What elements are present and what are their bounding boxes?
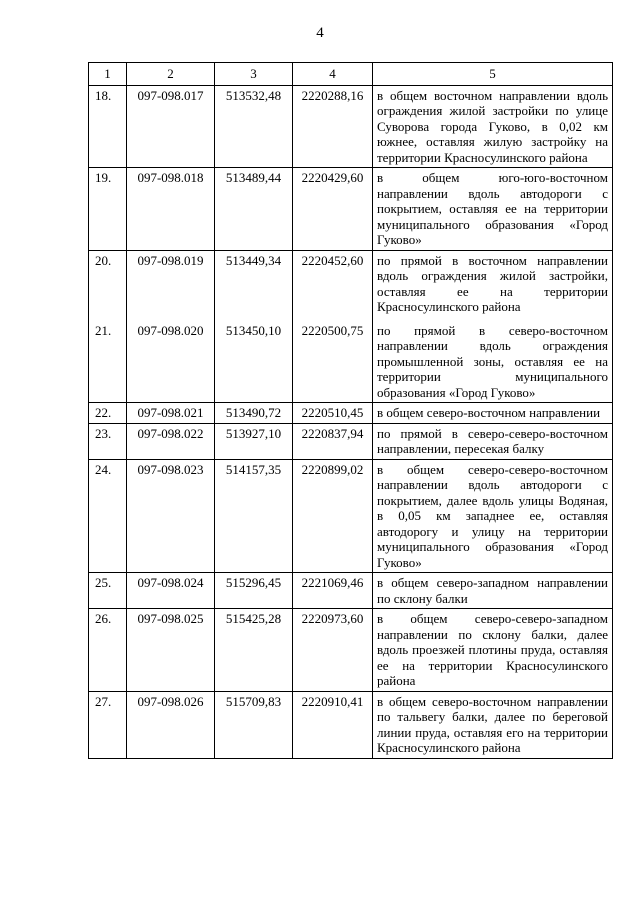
coordinate-x: 513490,72: [215, 403, 293, 424]
coordinate-x: 513532,48: [215, 85, 293, 168]
row-number: 25.: [89, 573, 127, 609]
boundary-description: в общем юго-юго-восточном направлении вдоль автодороги с покрытием, оставляя ее на территории муниципального образования «Город Гуково»: [373, 168, 613, 251]
coordinate-y: 2220452,60: [293, 250, 373, 317]
row-number: 24.: [89, 459, 127, 573]
row-number: 21.: [89, 317, 127, 403]
coordinate-y: 2220429,60: [293, 168, 373, 251]
point-code: 097-098.025: [127, 609, 215, 692]
coordinate-y: 2220899,02: [293, 459, 373, 573]
point-code: 097-098.020: [127, 317, 215, 403]
coordinate-x: 513450,10: [215, 317, 293, 403]
boundary-description: в общем северо-северо-западном направлении по склону балки, далее вдоль проезжей плотины пруда, оставляя ее на территории Красносулинского района: [373, 609, 613, 692]
table-row: [89, 609, 613, 692]
coordinate-y: 2220973,60: [293, 609, 373, 692]
table-row: [89, 459, 613, 573]
boundary-description: в общем северо-северо-восточном направлении вдоль автодороги с покрытием, далее вдоль улицы Водяная, в 0,05 км западнее ее, оставляя автодорогу и улицу на территории муниципального образования «Город Гуково»: [373, 459, 613, 573]
table-row: [89, 403, 613, 424]
coordinate-x: 515296,45: [215, 573, 293, 609]
page-number: 4: [316, 25, 324, 41]
row-number: 26.: [89, 609, 127, 692]
coordinate-y: 2220837,94: [293, 423, 373, 459]
coordinate-y: 2220288,16: [293, 85, 373, 168]
point-code: 097-098.018: [127, 168, 215, 251]
row-number: 27.: [89, 691, 127, 758]
coordinate-x: 515709,83: [215, 691, 293, 758]
table-row: [89, 691, 613, 758]
row-number: 22.: [89, 403, 127, 424]
table-row: [89, 573, 613, 609]
row-number: 18.: [89, 85, 127, 168]
table-header-row: [89, 63, 613, 86]
point-code: 097-098.021: [127, 403, 215, 424]
point-code: 097-098.024: [127, 573, 215, 609]
boundary-description: в общем северо-западном направлении по склону балки: [373, 573, 613, 609]
coordinate-x: 513927,10: [215, 423, 293, 459]
column-header: 3: [215, 63, 293, 86]
point-code: 097-098.017: [127, 85, 215, 168]
point-code: 097-098.023: [127, 459, 215, 573]
coordinate-x: 514157,35: [215, 459, 293, 573]
boundary-points-table: [88, 62, 613, 759]
row-number: 19.: [89, 168, 127, 251]
column-header: 4: [293, 63, 373, 86]
point-code: 097-098.026: [127, 691, 215, 758]
coordinate-y: 2221069,46: [293, 573, 373, 609]
boundary-description: по прямой в северо-восточном направлении вдоль ограждения промышленной зоны, оставляя ее на территории муниципального образования «Город Гуково»: [373, 317, 613, 403]
table-row: [89, 317, 613, 403]
row-number: 23.: [89, 423, 127, 459]
point-code: 097-098.019: [127, 250, 215, 317]
boundary-description: в общем северо-восточном направлении: [373, 403, 613, 424]
boundary-description: в общем северо-восточном направлении по тальвегу балки, далее по береговой линии пруда, оставляя его на территории Красносулинского района: [373, 691, 613, 758]
coordinate-x: 513449,34: [215, 250, 293, 317]
column-header: 1: [89, 63, 127, 86]
point-code: 097-098.022: [127, 423, 215, 459]
coordinate-y: 2220910,41: [293, 691, 373, 758]
coordinate-y: 2220500,75: [293, 317, 373, 403]
boundary-description: в общем восточном направлении вдоль ограждения жилой застройки по улице Суворова города Гуково, в 0,02 км южнее, оставляя жилую застройку на территории Красносулинского района: [373, 85, 613, 168]
coordinate-x: 513489,44: [215, 168, 293, 251]
table-row: [89, 168, 613, 251]
boundary-description: по прямой в северо-северо-восточном направлении, пересекая балку: [373, 423, 613, 459]
coordinate-y: 2220510,45: [293, 403, 373, 424]
column-header: 5: [373, 63, 613, 86]
column-header: 2: [127, 63, 215, 86]
table-row: [89, 85, 613, 168]
table-row: [89, 423, 613, 459]
table-row: [89, 250, 613, 317]
coordinate-x: 515425,28: [215, 609, 293, 692]
row-number: 20.: [89, 250, 127, 317]
boundary-description: по прямой в восточном направлении вдоль ограждения жилой застройки, оставляя ее на территории Красносулинского района: [373, 250, 613, 317]
